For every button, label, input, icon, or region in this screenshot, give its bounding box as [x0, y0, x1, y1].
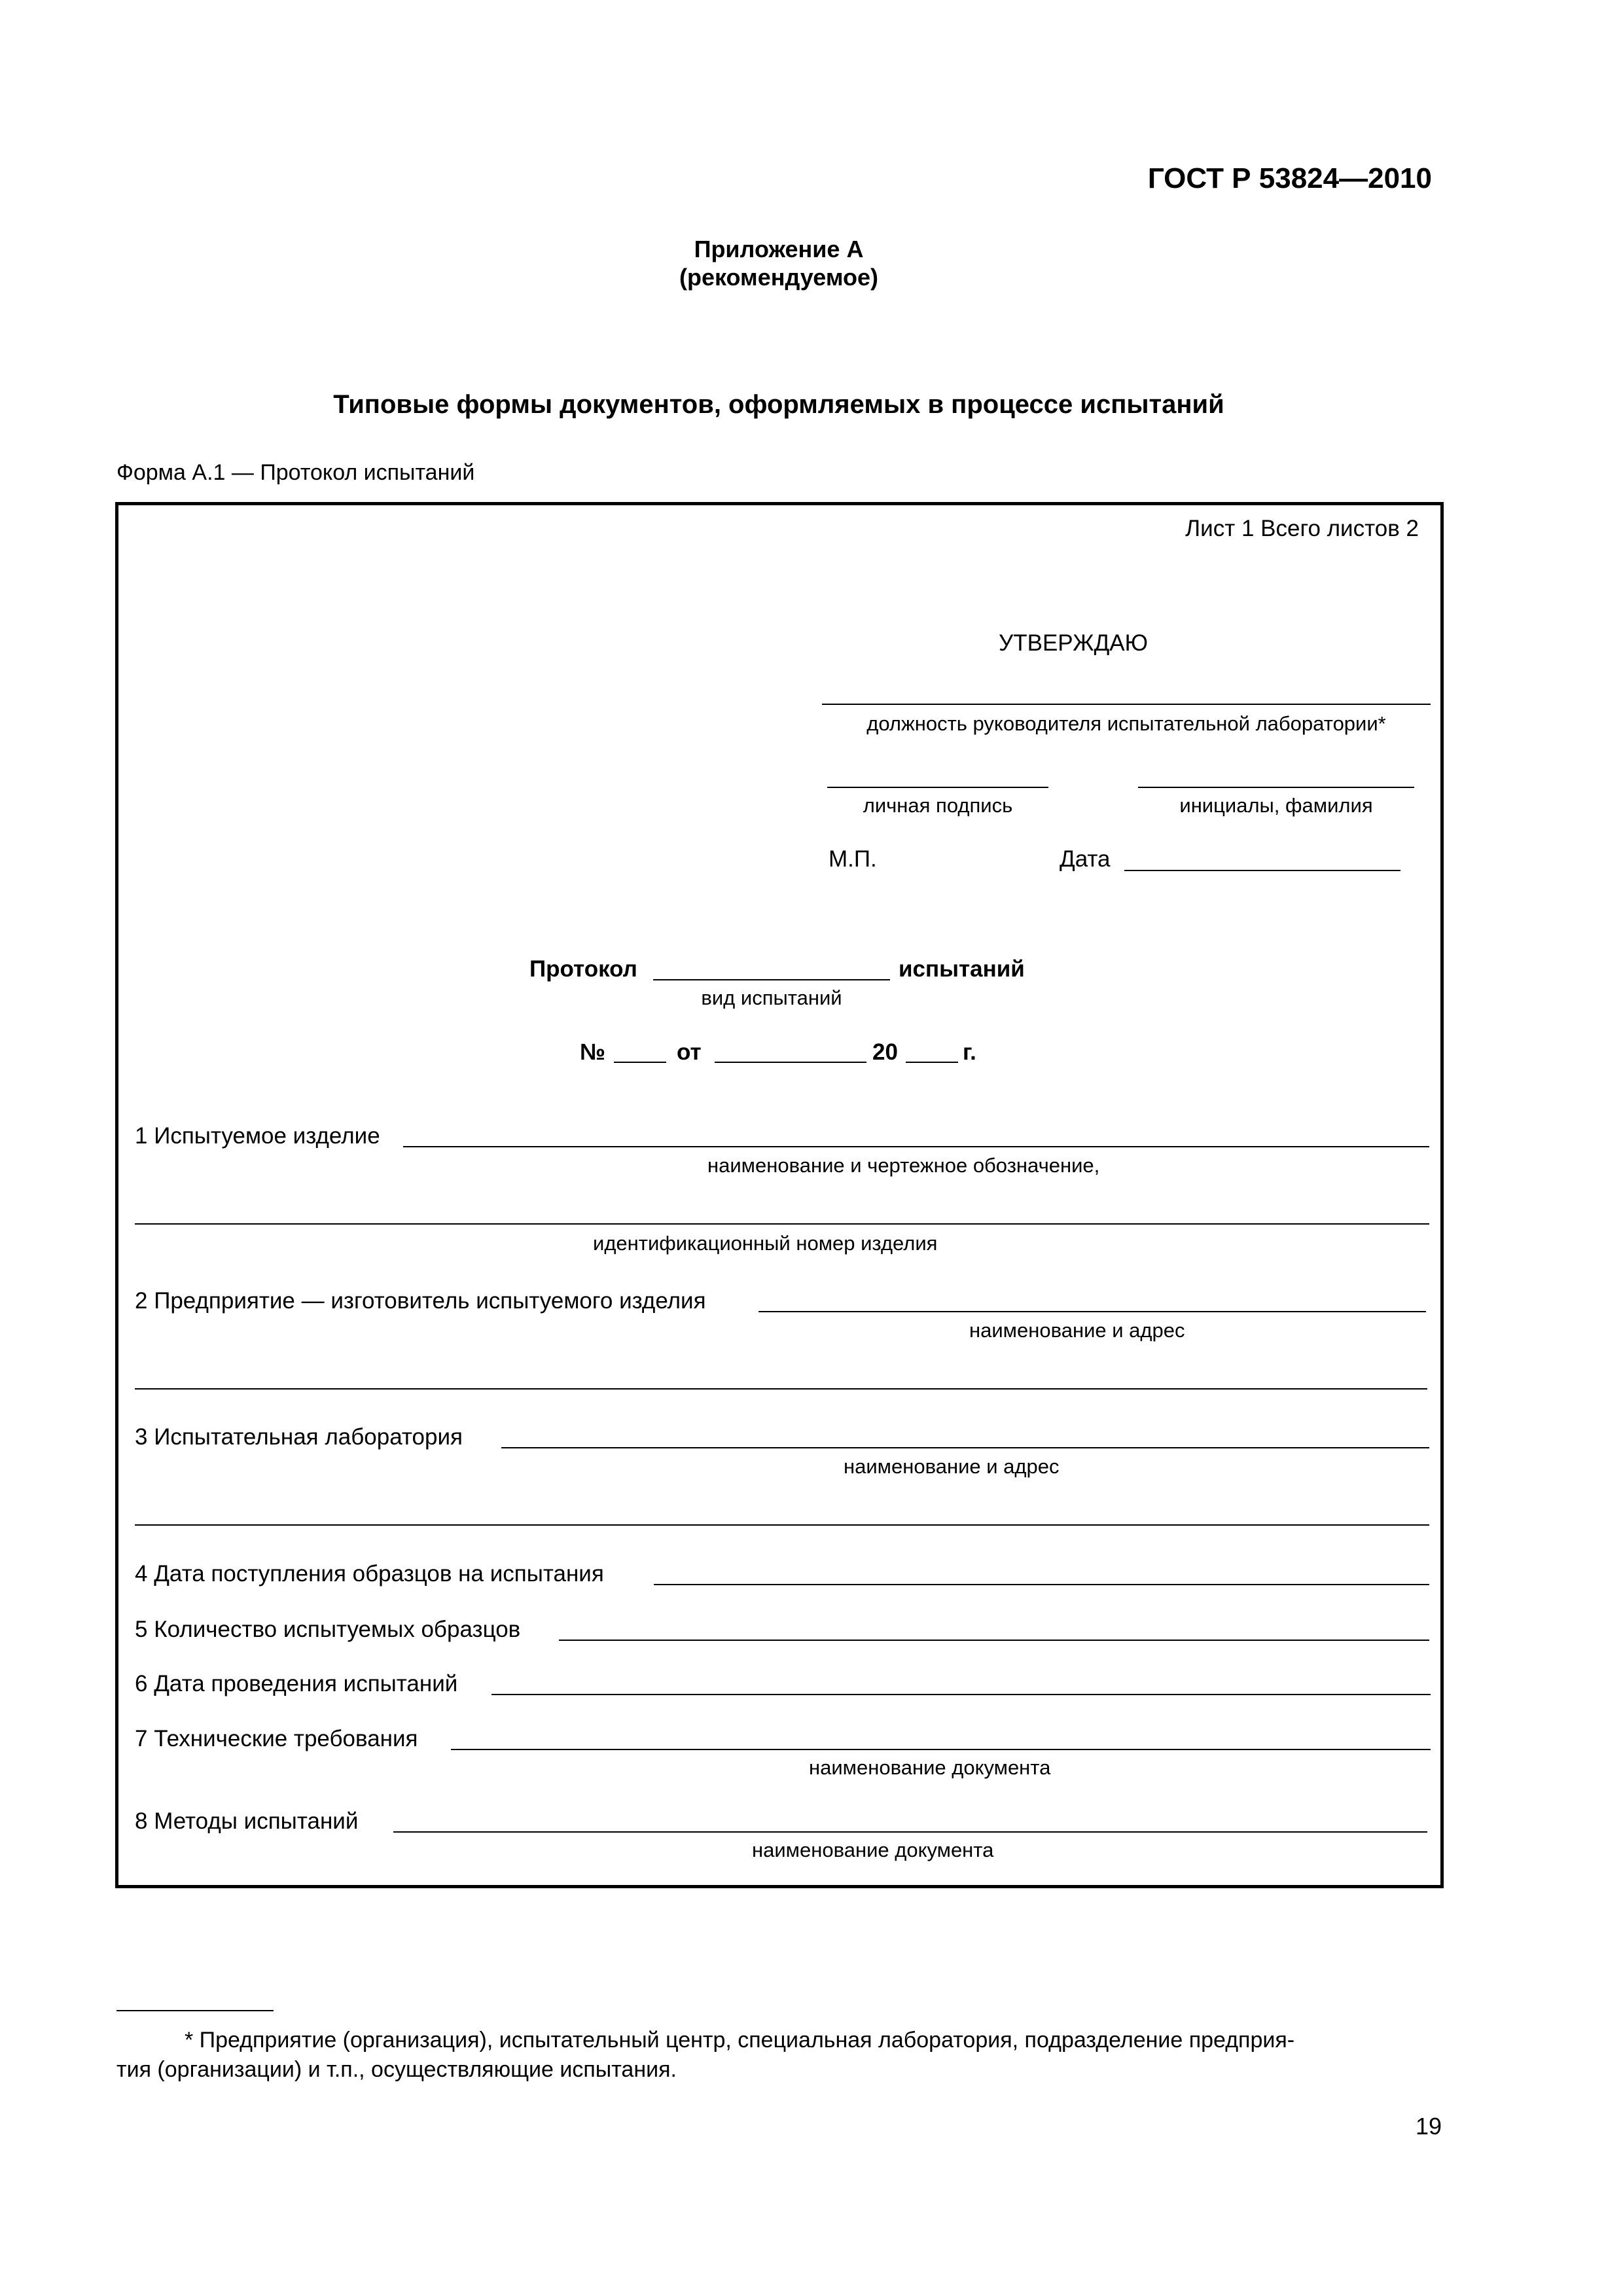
item-3-hint: наименование и адрес	[844, 1455, 1060, 1478]
item-5-line	[559, 1640, 1429, 1641]
item-1-line-2	[135, 1223, 1429, 1225]
item-7-line	[451, 1749, 1431, 1750]
day-month-line	[715, 1062, 866, 1063]
item-2-hint: наименование и адрес	[969, 1319, 1185, 1342]
item-4-label: 4 Дата поступления образцов на испытания	[135, 1561, 604, 1587]
footnote-line-2: тия (организации) и т.п., осуществляющие испытания.	[116, 2057, 677, 2082]
item-8-hint: наименование документа	[752, 1839, 994, 1861]
item-7-label: 7 Технические требования	[135, 1726, 418, 1751]
standard-number: ГОСТ Р 53824—2010	[1147, 162, 1432, 194]
protocol-word: Протокол	[529, 956, 637, 982]
item-8-label: 8 Методы испытаний	[135, 1808, 359, 1834]
item-3-line-2	[135, 1524, 1429, 1526]
item-1-hint-2: идентификационный номер изделия	[593, 1232, 938, 1255]
date-line	[1124, 870, 1400, 871]
test-type-hint: вид испытаний	[701, 986, 842, 1009]
annex-status: (рекомендуемое)	[679, 264, 878, 291]
item-4-line	[654, 1584, 1429, 1585]
section-title: Типовые формы документов, оформляемых в процессе испытаний	[333, 390, 1224, 419]
item-6-line	[491, 1694, 1431, 1695]
from-word: от	[677, 1039, 702, 1065]
item-2-label: 2 Предприятие — изготовитель испытуемого изделия	[135, 1288, 706, 1314]
protocol-form	[115, 502, 1444, 1888]
approve-label: УТВЕРЖДАЮ	[999, 630, 1148, 656]
number-line	[614, 1062, 666, 1063]
name-line	[1138, 787, 1414, 788]
name-hint: инициалы, фамилия	[1179, 794, 1373, 817]
item-1-line	[403, 1146, 1429, 1147]
item-1-hint: наименование и чертежное обозначение,	[707, 1154, 1100, 1177]
item-1-label: 1 Испытуемое изделие	[135, 1123, 380, 1149]
year-line	[906, 1062, 958, 1063]
item-6-label: 6 Дата проведения испытаний	[135, 1671, 458, 1696]
number-sign: №	[580, 1039, 606, 1065]
signature-line	[827, 787, 1048, 788]
footnote-rule	[116, 2010, 274, 2011]
footnote-line-1: * Предприятие (организация), испытательный центр, специальная лаборатория, подразделение предприя-	[185, 2028, 1295, 2053]
test-type-line	[653, 979, 890, 980]
item-7-hint: наименование документа	[809, 1756, 1051, 1779]
date-label: Дата	[1060, 846, 1111, 872]
annex-title: Приложение А	[694, 236, 864, 262]
item-8-line	[393, 1831, 1427, 1833]
stamp-label: М.П.	[829, 846, 877, 872]
item-5-label: 5 Количество испытуемых образцов	[135, 1617, 521, 1642]
item-2-line	[758, 1311, 1426, 1312]
item-3-label: 3 Испытательная лаборатория	[135, 1424, 463, 1450]
form-caption: Форма А.1 — Протокол испытаний	[116, 460, 475, 485]
item-3-line	[501, 1447, 1429, 1448]
century: 20	[872, 1039, 898, 1065]
item-2-line-2	[135, 1388, 1427, 1390]
position-line	[822, 704, 1431, 705]
page-number: 19	[1415, 2113, 1442, 2140]
signature-hint: личная подпись	[863, 794, 1013, 817]
tests-word: испытаний	[899, 956, 1025, 982]
year-suffix: г.	[963, 1039, 976, 1065]
sheet-info: Лист 1 Всего листов 2	[1185, 516, 1419, 541]
position-hint: должность руководителя испытательной лаборатории*	[866, 712, 1386, 735]
